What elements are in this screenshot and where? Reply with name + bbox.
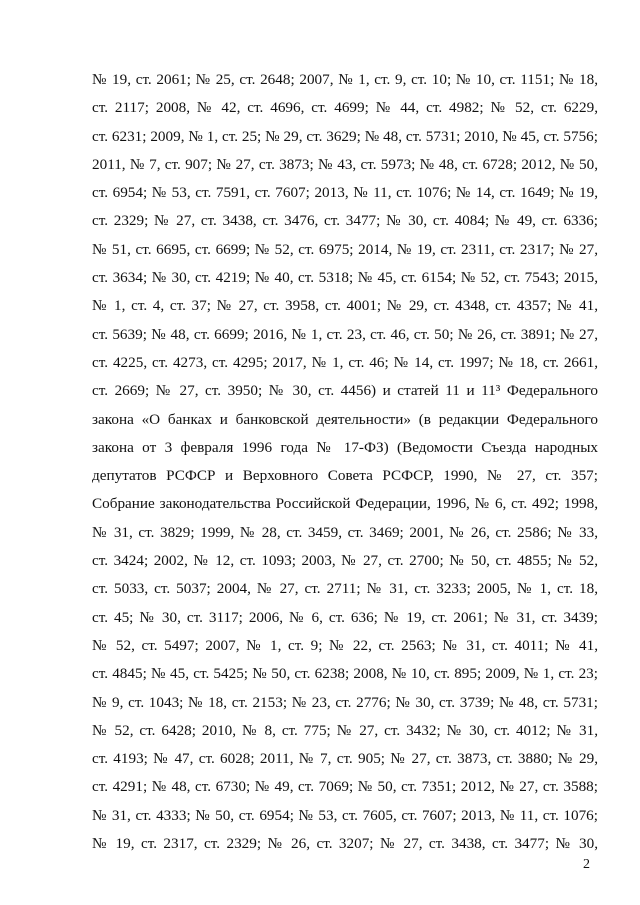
text-line: № 52, ст. 5497; 2007, № 1, ст. 9; № 22, ст. 2563; № 31, ст. 4011; № 41,	[92, 636, 598, 654]
text-line: 2011, № 7, ст. 907; № 27, ст. 3873; № 43, ст. 5973; № 48, ст. 6728; 2012, № 50,	[92, 155, 598, 173]
text-line: закона «О банках и банковской деятельности» (в редакции Федерального	[92, 410, 598, 428]
text-line: № 9, ст. 1043; № 18, ст. 2153; № 23, ст. 2776; № 30, ст. 3739; № 48, ст. 5731;	[92, 693, 598, 711]
text-line: ст. 3634; № 30, ст. 4219; № 40, ст. 5318; № 45, ст. 6154; № 52, ст. 7543; 2015,	[92, 269, 598, 287]
text-line: ст. 2669; № 27, ст. 3950; № 30, ст. 4456) и статей 11 и 11³ Федерального	[92, 382, 598, 400]
text-line: ст. 6231; 2009, № 1, ст. 25; № 29, ст. 3629; № 48, ст. 5731; 2010, № 45, ст. 5756;	[92, 127, 598, 145]
text-line: ст. 2117; 2008, № 42, ст. 4696, ст. 4699; № 44, ст. 4982; № 52, ст. 6229,	[92, 99, 598, 117]
text-line: ст. 4193; № 47, ст. 6028; 2011, № 7, ст. 905; № 27, ст. 3873, ст. 3880; № 29,	[92, 750, 598, 768]
text-line: ст. 4291; № 48, ст. 6730; № 49, ст. 7069; № 50, ст. 7351; 2012, № 27, ст. 3588;	[92, 778, 598, 796]
text-line: депутатов РСФСР и Верховного Совета РСФСР, 1990, № 27, ст. 357;	[92, 467, 598, 485]
text-line: закона от 3 февраля 1996 года № 17-ФЗ) (Ведомости Съезда народных	[92, 438, 598, 456]
text-line: ст. 45; № 30, ст. 3117; 2006, № 6, ст. 636; № 19, ст. 2061; № 31, ст. 3439;	[92, 608, 598, 626]
text-line: ст. 6954; № 53, ст. 7591, ст. 7607; 2013, № 11, ст. 1076; № 14, ст. 1649; № 19,	[92, 184, 598, 202]
page-number: 2	[583, 857, 590, 872]
text-line: № 19, ст. 2061; № 25, ст. 2648; 2007, № 1, ст. 9, ст. 10; № 10, ст. 1151; № 18,	[92, 71, 598, 88]
text-line: ст. 4845; № 45, ст. 5425; № 50, ст. 6238; 2008, № 10, ст. 895; 2009, № 1, ст. 23;	[92, 665, 598, 683]
text-line: № 31, ст. 3829; 1999, № 28, ст. 3459, ст. 3469; 2001, № 26, ст. 2586; № 33,	[92, 523, 598, 541]
text-line: № 52, ст. 6428; 2010, № 8, ст. 775; № 27, ст. 3432; № 30, ст. 4012; № 31,	[92, 721, 598, 739]
text-line: ст. 5639; № 48, ст. 6699; 2016, № 1, ст. 23, ст. 46, ст. 50; № 26, ст. 3891; № 27,	[92, 325, 598, 343]
text-line: № 19, ст. 2317, ст. 2329; № 26, ст. 3207; № 27, ст. 3438, ст. 3477; № 30,	[92, 835, 598, 853]
text-line: ст. 5033, ст. 5037; 2004, № 27, ст. 2711; № 31, ст. 3233; 2005, № 1, ст. 18,	[92, 580, 598, 598]
text-line: № 1, ст. 4, ст. 37; № 27, ст. 3958, ст. 4001; № 29, ст. 4348, ст. 4357; № 41,	[92, 297, 598, 315]
body-text	[92, 66, 598, 858]
text-line: № 51, ст. 6695, ст. 6699; № 52, ст. 6975; 2014, № 19, ст. 2311, ст. 2317; № 27,	[92, 240, 598, 258]
text-line: ст. 3424; 2002, № 12, ст. 1093; 2003, № 27, ст. 2700; № 50, ст. 4855; № 52,	[92, 552, 598, 570]
text-line: Собрание законодательства Российской Федерации, 1996, № 6, ст. 492; 1998,	[92, 495, 598, 513]
text-line: ст. 4225, ст. 4273, ст. 4295; 2017, № 1, ст. 46; № 14, ст. 1997; № 18, ст. 2661,	[92, 353, 598, 371]
text-line: № 31, ст. 4333; № 50, ст. 6954; № 53, ст. 7605, ст. 7607; 2013, № 11, ст. 1076;	[92, 806, 598, 824]
text-line: ст. 2329; № 27, ст. 3438, ст. 3476, ст. 3477; № 30, ст. 4084; № 49, ст. 6336;	[92, 212, 598, 230]
